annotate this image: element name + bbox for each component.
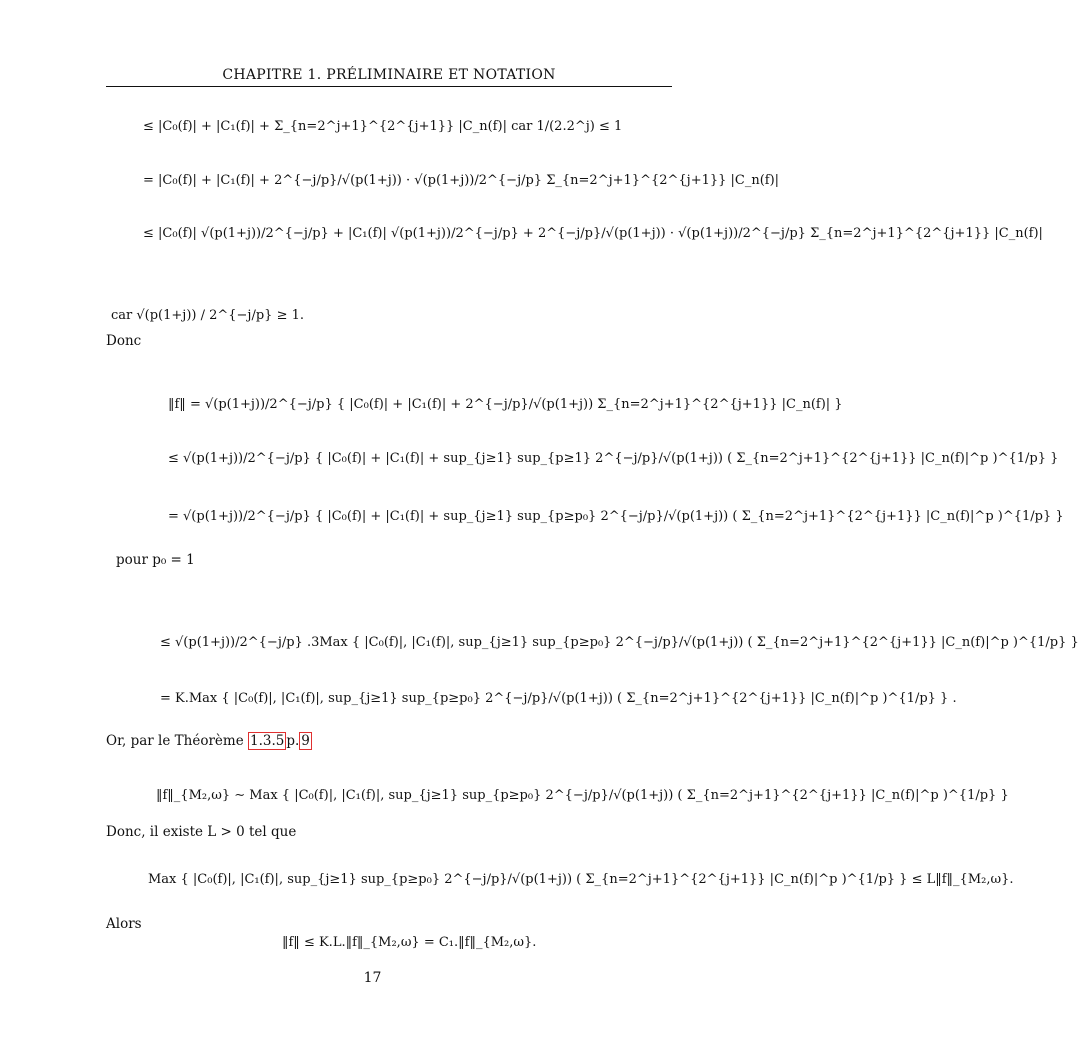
equation-line-3: ≤ |C₀(f)| √(p(1+j))/2^{−j/p} + |C₁(f)| √(p(1+j))/2^{−j/p} + 2^{−j/p}/√(p(1+j)) · √(p(1+j))/2^{−j/p} Σ_{n=2^j+1}^{2^{j+1}} |C_n(f)| xyxy=(143,226,1043,241)
equation-max-2: = K.Max { |C₀(f)|, |C₁(f)|, sup_{j≥1} sup_{p≥p₀} 2^{−j/p}/√(p(1+j)) ( Σ_{n=2^j+1}^{2^{j+1}} |C_n(f)|^p )^{1/p} } . xyxy=(160,691,957,706)
equation-norm-1: ‖f‖ = √(p(1+j))/2^{−j/p} { |C₀(f)| + |C₁(f)| + 2^{−j/p}/√(p(1+j)) Σ_{n=2^j+1}^{2^{j+1}} |C_n(f)| } xyxy=(168,397,843,412)
page-number: 17 xyxy=(363,970,382,986)
header-rule xyxy=(106,86,672,87)
text-donc: Donc xyxy=(106,333,142,349)
text-or-par: Or, par le Théorème xyxy=(106,733,244,749)
equation-max-1: ≤ √(p(1+j))/2^{−j/p} .3Max { |C₀(f)|, |C₁(f)|, sup_{j≥1} sup_{p≥p₀} 2^{−j/p}/√(p(1+j)) ( Σ_{n=2^j+1}^{2^{j+1}} |C_n(f)|^p )^{1/p} } xyxy=(160,635,1079,650)
page-ref-link[interactable]: 9 xyxy=(301,733,310,749)
text-pour-p0: pour p₀ = 1 xyxy=(116,552,195,568)
text-or-par-theoreme xyxy=(106,733,312,749)
equation-norm-2: ≤ √(p(1+j))/2^{−j/p} { |C₀(f)| + |C₁(f)| + sup_{j≥1} sup_{p≥1} 2^{−j/p}/√(p(1+j)) ( Σ_{n=2^j+1}^{2^{j+1}} |C_n(f)|^p )^{1/p} } xyxy=(168,451,1059,466)
text-alors: Alors xyxy=(106,916,142,932)
equation-line-2: = |C₀(f)| + |C₁(f)| + 2^{−j/p}/√(p(1+j)) · √(p(1+j))/2^{−j/p} Σ_{n=2^j+1}^{2^{j+1}} |C_n(f)| xyxy=(143,173,780,188)
equation-bound: Max { |C₀(f)|, |C₁(f)|, sup_{j≥1} sup_{p≥p₀} 2^{−j/p}/√(p(1+j)) ( Σ_{n=2^j+1}^{2^{j+1}} |C_n(f)|^p )^{1/p} } ≤ L‖f‖_{M₂,ω}. xyxy=(148,872,1014,887)
equation-line-1: ≤ |C₀(f)| + |C₁(f)| + Σ_{n=2^j+1}^{2^{j+1}} |C_n(f)| car 1/(2.2^j) ≤ 1 xyxy=(143,119,623,134)
car-condition: car √(p(1+j)) / 2^{−j/p} ≥ 1. xyxy=(111,308,305,323)
text-donc-il-existe: Donc, il existe L > 0 tel que xyxy=(106,824,297,840)
theorem-ref-link[interactable]: 1.3.5 xyxy=(250,733,285,749)
text-p-label: p. xyxy=(286,733,300,749)
equation-conclusion: ‖f‖ ≤ K.L.‖f‖_{M₂,ω} = C₁.‖f‖_{M₂,ω}. xyxy=(282,935,537,950)
equation-equivalence: ‖f‖_{M₂,ω} ∼ Max { |C₀(f)|, |C₁(f)|, sup_{j≥1} sup_{p≥p₀} 2^{−j/p}/√(p(1+j)) ( Σ_{n=2^j+1}^{2^{j+1}} |C_n(f)|^p )^{1/p} } xyxy=(156,788,1009,803)
running-header: CHAPITRE 1. PRÉLIMINAIRE ET NOTATION xyxy=(222,67,556,83)
equation-norm-3: = √(p(1+j))/2^{−j/p} { |C₀(f)| + |C₁(f)| + sup_{j≥1} sup_{p≥p₀} 2^{−j/p}/√(p(1+j)) ( Σ_{n=2^j+1}^{2^{j+1}} |C_n(f)|^p )^{1/p} } xyxy=(168,509,1064,524)
